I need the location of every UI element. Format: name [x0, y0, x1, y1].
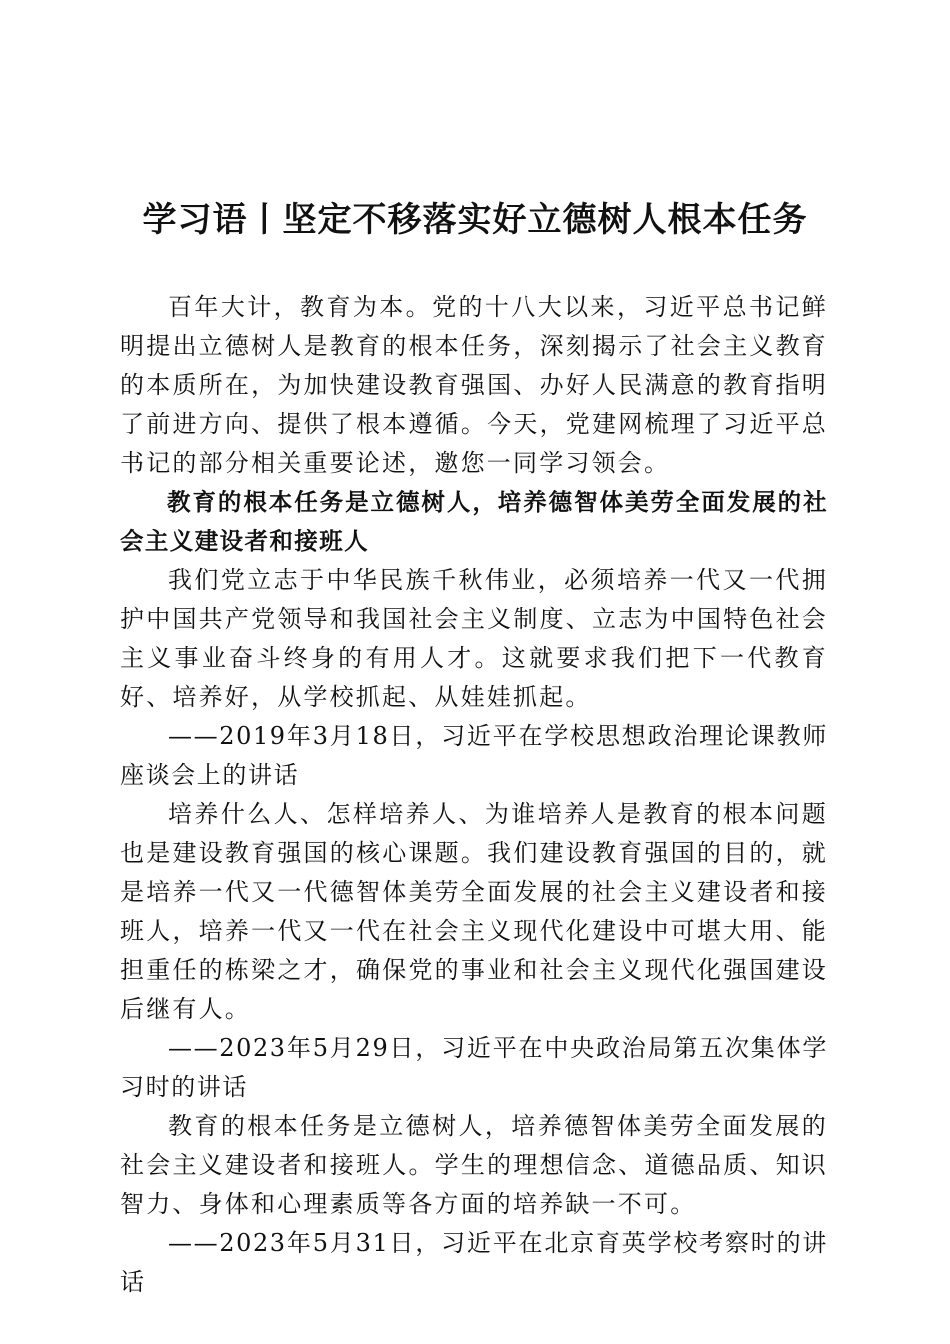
quote-text: 培养什么人、怎样培养人、为谁培养人是教育的根本问题也是建设教育强国的核心课题。我们建设教育强国的目的，就是培养一代又一代德智体美劳全面发展的社会主义建设者和接班人，培养一代又一代在社会主义现代化建设中可堪大用、能担重任的栋梁之才，确保党的事业和社会主义现代化强国建设后继有人。	[120, 800, 828, 1023]
quote-text: 教育的根本任务是立德树人，培养德智体美劳全面发展的社会主义建设者和接班人。学生的理想信念、道德品质、知识智力、身体和心理素质等各方面的培养缺一不可。	[120, 1112, 828, 1218]
document-body	[120, 288, 828, 1302]
quote-source: ——2019年3月18日，习近平在学校思想政治理论课教师座谈会上的讲话	[120, 722, 828, 789]
section-heading: 教育的根本任务是立德树人，培养德智体美劳全面发展的社会主义建设者和接班人	[120, 488, 828, 555]
quote-text: 我们党立志于中华民族千秋伟业，必须培养一代又一代拥护中国共产党领导和我国社会主义制度、立志为中国特色社会主义事业奋斗终身的有用人才。这就要求我们把下一代教育好、培养好，从学校抓起、从娃娃抓起。	[120, 566, 828, 711]
quote-source: ——2023年5月31日，习近平在北京育英学校考察时的讲话	[120, 1229, 828, 1296]
quote-source: ——2023年5月29日，习近平在中央政治局第五次集体学习时的讲话	[120, 1034, 828, 1101]
document-title: 学习语丨坚定不移落实好立德树人根本任务	[142, 200, 808, 240]
intro-paragraph: 百年大计，教育为本。党的十八大以来，习近平总书记鲜明提出立德树人是教育的根本任务，深刻揭示了社会主义教育的本质所在，为加快建设教育强国、办好人民满意的教育指明了前进方向、提供了根本遵循。今天，党建网梳理了习近平总书记的部分相关重要论述，邀您一同学习领会。	[120, 293, 828, 477]
